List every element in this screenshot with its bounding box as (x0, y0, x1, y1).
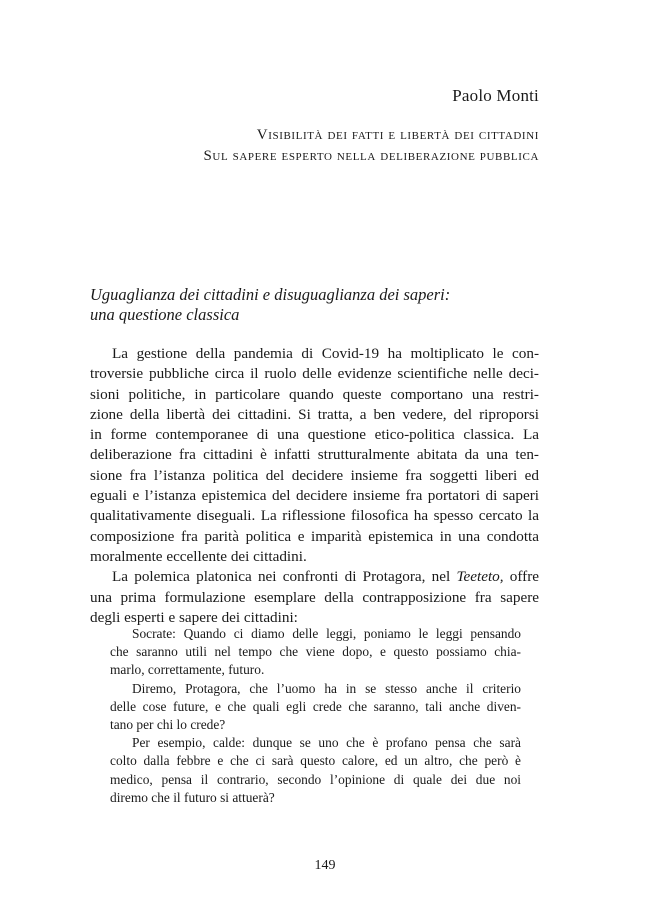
paragraph-1-line: eguali e l’istanza epistemica del decidere insieme fra portatori di saperi (90, 487, 539, 505)
body-text (90, 344, 539, 628)
quote-line: marlo, correttamente, futuro. (110, 662, 265, 678)
paragraph-2-text: La polemica platonica nei confronti di Protagora, nel (112, 568, 457, 586)
paragraph-2-line-2: una prima formulazione esemplare della contrapposizione fra sapere (90, 588, 539, 606)
paragraph-2-text: offre (503, 568, 540, 586)
quote-line: medico, pensa il contrario, secondo l’opinione di quale dei due noi (110, 771, 521, 787)
paragraph-2-line-3: degli esperti e sapere dei cittadini: (90, 608, 298, 626)
quote-line: Socrate: Quando ci diamo delle leggi, poniamo le leggi pensando (132, 626, 521, 641)
paragraph-1-line: La gestione della pandemia di Covid-19 ha moltiplicato le con- (112, 345, 539, 362)
paragraph-1-line: moralmente eccellente dei cittadini. (90, 547, 307, 565)
paragraph-1-line: qualitativamente diseguali. La riflessione filosofica ha spesso cercato la (90, 507, 539, 525)
chapter-subtitle-line-2: Sul sapere esperto nella deliberazione pubblica (203, 148, 539, 164)
quote-line: Per esempio, calde: dunque se uno che è profano pensa che sarà (132, 735, 521, 751)
paragraph-1-line: sioni politiche, in particolare quando queste comportano una restri- (90, 385, 539, 403)
paragraph-2-line-1 (90, 567, 539, 587)
paragraph-1-line: troversie pubbliche circa il ruolo delle evidenze scientifiche nelle deci- (90, 365, 539, 383)
quote-line: che saranno utili nel tempo che viene dopo, e questo possiamo chia- (110, 644, 521, 660)
paragraph-1-line: sione fra l’istanza politica del decidere insieme fra soggetti liberi ed (90, 466, 539, 484)
section-heading-line-2: una questione classica (90, 305, 240, 324)
quote-line: Diremo, Protagora, che l’uomo ha in se stesso anche il criterio (132, 680, 521, 696)
section-heading (90, 285, 450, 325)
paragraph-1-line: zione della libertà dei cittadini. Si tratta, a ben vedere, del riproporsi (90, 405, 539, 423)
section-heading-line-1: Uguaglianza dei cittadini e disuguaglianza dei saperi: (90, 285, 451, 304)
work-title-teeteto: Teeteto, (456, 568, 504, 586)
block-quote (110, 625, 521, 807)
paragraph-1-line: deliberazione fra cittadini è infatti strutturalmente abitata da una ten- (90, 446, 539, 464)
quote-line: colto dalla febbre e che ci sarà questo calore, ed un altro, che però è (110, 753, 521, 769)
quote-line: delle cose future, e che quali egli crede che saranno, tali anche diven- (110, 698, 521, 714)
author-name: Paolo Monti (452, 86, 539, 105)
paragraph-1-line: in forme contemporanee di una questione etico-politica classica. La (90, 426, 539, 444)
paragraph-1-line: composizione fra parità politica e imparità epistemica in una condotta (90, 527, 539, 545)
quote-line: tano per chi lo crede? (110, 716, 226, 732)
quote-line: diremo che il futuro si attuerà? (110, 789, 275, 805)
page-number: 149 (314, 858, 336, 873)
chapter-title-line-1: Visibilità dei fatti e libertà dei cittadini (256, 127, 539, 143)
